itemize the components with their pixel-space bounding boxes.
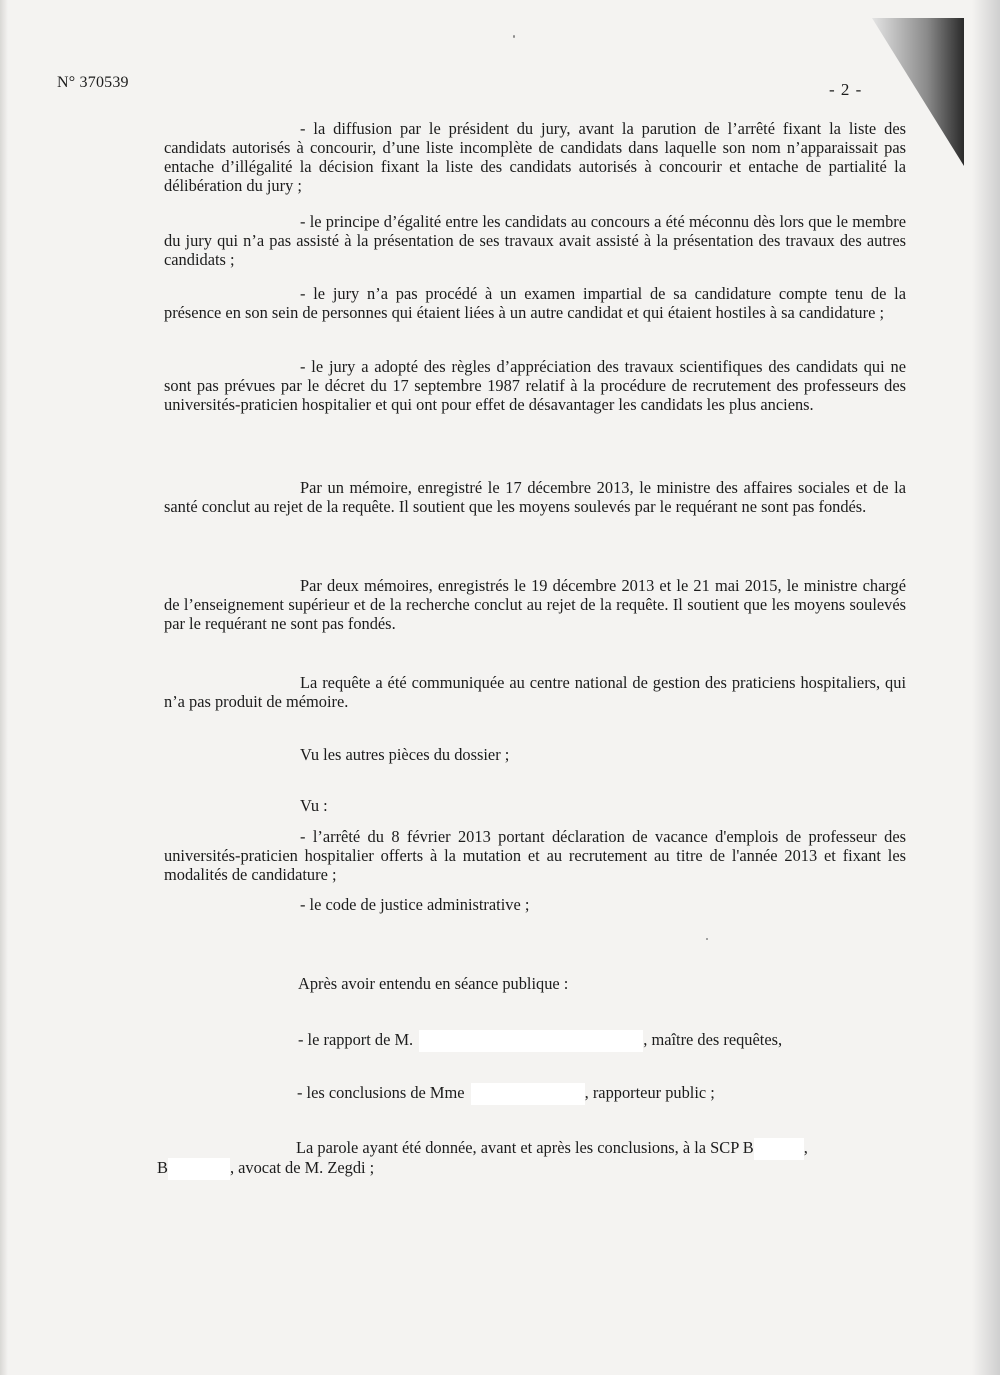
vu-pieces-line: Vu les autres pièces du dossier ; <box>300 745 510 764</box>
scan-right-edge <box>972 0 1000 1375</box>
vu-code-line: - le code de justice administrative ; <box>300 895 530 914</box>
scan-left-edge <box>0 0 8 1375</box>
parole-line-1 <box>296 1138 808 1160</box>
conclusions-line <box>297 1083 715 1105</box>
argument-paragraph-4: - le jury a adopté des règles d’appréciation des travaux scientifiques des candidats qui ne sont pas prévues par le décret du 17 septembre 1987 relatif à la procédure de recrutement des professeurs des universités-praticien hospitalier et qui ont pour effet de désavantager les candidats les plus anciens. <box>164 357 906 414</box>
page-number: - 2 - <box>829 80 863 99</box>
scan-speck <box>706 938 708 940</box>
communication-paragraph: La requête a été communiquée au centre national de gestion des praticiens hospitaliers, qui n’a pas produit de mémoire. <box>164 673 906 711</box>
case-number: N° 370539 <box>57 74 129 91</box>
parole-comma: , <box>803 1138 808 1157</box>
parole-line2-suffix: , avocat de M. Zegdi ; <box>229 1158 375 1177</box>
redacted-rapporteur-public-name <box>471 1083 585 1105</box>
argument-paragraph-2: - le principe d’égalité entre les candidats au concours a été méconnu dès lors que le membre du jury qui n’a pas assisté à la présentation de ses travaux avait assisté à la présentation des travaux des autres candidats ; <box>164 212 906 269</box>
rapport-prefix: - le rapport de M. <box>298 1030 414 1049</box>
parole-line-2 <box>157 1158 374 1180</box>
vu-heading: Vu : <box>300 796 328 815</box>
parole-text: La parole ayant été donnée, avant et après les conclusions, à la SCP B <box>296 1138 754 1157</box>
redacted-scp-name-2 <box>168 1158 230 1180</box>
scan-speck <box>513 35 515 38</box>
parole-line2-prefix: B <box>157 1158 168 1177</box>
conclusions-prefix: - les conclusions de Mme <box>297 1083 465 1102</box>
seance-publique-line: Après avoir entendu en séance publique : <box>298 974 569 993</box>
argument-paragraph-1: - la diffusion par le président du jury, avant la parution de l’arrêté fixant la liste des candidats autorisés à concourir, d’une liste incomplète de candidats dans laquelle son nom n’apparaissait pas entache d’illégalité la décision fixant la liste des candidats autorisés à concourir et entache de partialité la délibération du jury ; <box>164 119 906 195</box>
redacted-scp-name-1 <box>754 1138 804 1160</box>
rapport-line <box>298 1030 782 1052</box>
memoire-ministre-enseignement-paragraph: Par deux mémoires, enregistrés le 19 décembre 2013 et le 21 mai 2015, le ministre chargé de l’enseignement supérieur et de la recherche conclut au rejet de la requête. Il soutient que les moyens soulevés par le requérant ne sont pas fondés. <box>164 576 906 633</box>
conclusions-suffix: , rapporteur public ; <box>584 1083 715 1102</box>
argument-paragraph-3: - le jury n’a pas procédé à un examen impartial de sa candidature compte tenu de la présence en son sein de personnes qui étaient liées à un autre candidat et qui étaient hostiles à sa candidature ; <box>164 284 906 322</box>
memoire-ministre-sante-paragraph: Par un mémoire, enregistré le 17 décembre 2013, le ministre des affaires sociales et de la santé conclut au rejet de la requête. Il soutient que les moyens soulevés par le requérant ne sont pas fondés. <box>164 478 906 516</box>
vu-arrete-paragraph: - l’arrêté du 8 février 2013 portant déclaration de vacance d'emplois de professeur des universités-praticien hospitalier offerts à la mutation et au recrutement au titre de l'année 2013 et fixant les modalités de candidature ; <box>164 827 906 884</box>
rapport-suffix: , maître des requêtes, <box>643 1030 783 1049</box>
redacted-rapporteur-name <box>419 1030 643 1052</box>
